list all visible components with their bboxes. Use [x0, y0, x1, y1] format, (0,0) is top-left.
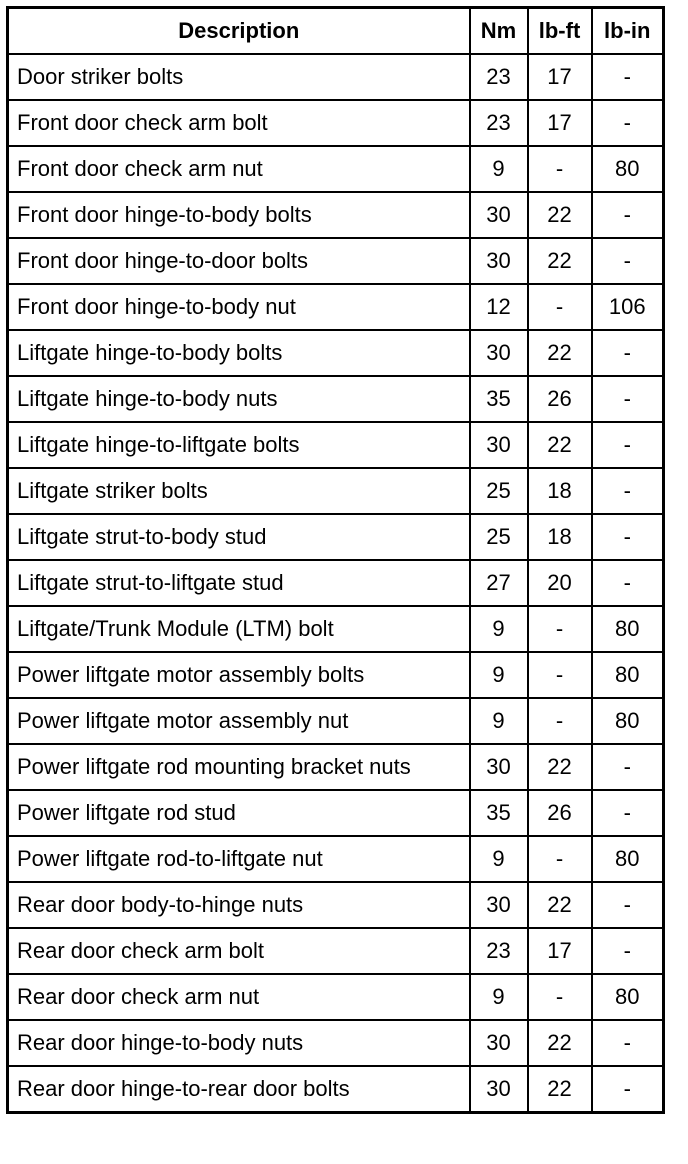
table-row: [8, 284, 664, 330]
cell-lbft: 17: [528, 54, 592, 100]
cell-lbft: -: [528, 974, 592, 1020]
cell-lbin: -: [592, 560, 664, 606]
cell-lbin: 80: [592, 652, 664, 698]
header-lbft: lb-ft: [528, 8, 592, 55]
cell-description: Liftgate strut-to-body stud: [8, 514, 470, 560]
cell-nm: 27: [470, 560, 528, 606]
cell-nm: 12: [470, 284, 528, 330]
cell-nm: 30: [470, 238, 528, 284]
cell-lbin: -: [592, 514, 664, 560]
table-row: [8, 606, 664, 652]
cell-lbin: 80: [592, 836, 664, 882]
cell-nm: 35: [470, 790, 528, 836]
table-body: [8, 54, 664, 1113]
cell-nm: 25: [470, 514, 528, 560]
cell-nm: 30: [470, 882, 528, 928]
cell-lbin: -: [592, 744, 664, 790]
cell-nm: 30: [470, 1066, 528, 1113]
cell-lbft: 22: [528, 744, 592, 790]
cell-lbft: -: [528, 606, 592, 652]
cell-lbin: -: [592, 422, 664, 468]
cell-nm: 25: [470, 468, 528, 514]
cell-nm: 23: [470, 100, 528, 146]
cell-lbft: -: [528, 146, 592, 192]
cell-lbft: 22: [528, 422, 592, 468]
cell-lbin: -: [592, 376, 664, 422]
table-row: [8, 1066, 664, 1113]
cell-description: Front door hinge-to-body bolts: [8, 192, 470, 238]
cell-lbft: 17: [528, 928, 592, 974]
cell-description: Liftgate hinge-to-body bolts: [8, 330, 470, 376]
cell-nm: 30: [470, 192, 528, 238]
table-row: [8, 652, 664, 698]
cell-nm: 9: [470, 836, 528, 882]
cell-lbin: 106: [592, 284, 664, 330]
cell-lbft: 20: [528, 560, 592, 606]
cell-lbft: 22: [528, 882, 592, 928]
table-row: [8, 100, 664, 146]
header-lbin: lb-in: [592, 8, 664, 55]
cell-description: Liftgate hinge-to-liftgate bolts: [8, 422, 470, 468]
table-row: [8, 560, 664, 606]
cell-nm: 9: [470, 146, 528, 192]
cell-lbft: 22: [528, 238, 592, 284]
cell-nm: 30: [470, 422, 528, 468]
cell-lbft: -: [528, 698, 592, 744]
cell-nm: 30: [470, 330, 528, 376]
cell-lbft: 17: [528, 100, 592, 146]
table-row: [8, 376, 664, 422]
cell-description: Power liftgate rod-to-liftgate nut: [8, 836, 470, 882]
cell-lbft: -: [528, 836, 592, 882]
cell-nm: 9: [470, 974, 528, 1020]
table-header: [8, 8, 664, 55]
header-row: [8, 8, 664, 55]
cell-description: Power liftgate motor assembly nut: [8, 698, 470, 744]
cell-lbft: -: [528, 284, 592, 330]
table-row: [8, 882, 664, 928]
cell-description: Liftgate striker bolts: [8, 468, 470, 514]
cell-description: Rear door hinge-to-body nuts: [8, 1020, 470, 1066]
cell-description: Front door check arm bolt: [8, 100, 470, 146]
table-row: [8, 698, 664, 744]
cell-lbin: 80: [592, 146, 664, 192]
header-nm: Nm: [470, 8, 528, 55]
cell-lbin: -: [592, 882, 664, 928]
cell-description: Front door check arm nut: [8, 146, 470, 192]
cell-description: Front door hinge-to-door bolts: [8, 238, 470, 284]
cell-description: Power liftgate motor assembly bolts: [8, 652, 470, 698]
cell-lbft: 18: [528, 468, 592, 514]
cell-lbin: -: [592, 1066, 664, 1113]
cell-lbin: -: [592, 330, 664, 376]
table-row: [8, 744, 664, 790]
table-row: [8, 146, 664, 192]
table-row: [8, 54, 664, 100]
cell-description: Rear door hinge-to-rear door bolts: [8, 1066, 470, 1113]
cell-description: Front door hinge-to-body nut: [8, 284, 470, 330]
cell-nm: 30: [470, 1020, 528, 1066]
cell-lbft: 22: [528, 1066, 592, 1113]
table-row: [8, 422, 664, 468]
cell-description: Door striker bolts: [8, 54, 470, 100]
cell-nm: 30: [470, 744, 528, 790]
cell-lbin: 80: [592, 606, 664, 652]
cell-description: Liftgate strut-to-liftgate stud: [8, 560, 470, 606]
header-description: Description: [8, 8, 470, 55]
cell-lbin: -: [592, 192, 664, 238]
cell-description: Power liftgate rod stud: [8, 790, 470, 836]
cell-lbin: -: [592, 1020, 664, 1066]
cell-lbin: -: [592, 238, 664, 284]
cell-lbft: 26: [528, 790, 592, 836]
cell-lbin: -: [592, 100, 664, 146]
cell-lbft: 18: [528, 514, 592, 560]
cell-lbin: -: [592, 468, 664, 514]
table-row: [8, 192, 664, 238]
table-row: [8, 330, 664, 376]
table-row: [8, 514, 664, 560]
cell-description: Rear door check arm bolt: [8, 928, 470, 974]
table-row: [8, 836, 664, 882]
cell-lbft: 22: [528, 1020, 592, 1066]
cell-description: Liftgate/Trunk Module (LTM) bolt: [8, 606, 470, 652]
cell-lbft: -: [528, 652, 592, 698]
cell-description: Power liftgate rod mounting bracket nuts: [8, 744, 470, 790]
cell-nm: 35: [470, 376, 528, 422]
cell-lbft: 26: [528, 376, 592, 422]
fastener-torque-table: [6, 6, 665, 1114]
cell-lbft: 22: [528, 192, 592, 238]
table-row: [8, 238, 664, 284]
cell-nm: 9: [470, 652, 528, 698]
cell-description: Liftgate hinge-to-body nuts: [8, 376, 470, 422]
cell-nm: 9: [470, 698, 528, 744]
table-row: [8, 790, 664, 836]
cell-lbin: 80: [592, 698, 664, 744]
cell-nm: 23: [470, 928, 528, 974]
cell-nm: 9: [470, 606, 528, 652]
table-row: [8, 928, 664, 974]
table-row: [8, 468, 664, 514]
cell-description: Rear door body-to-hinge nuts: [8, 882, 470, 928]
cell-nm: 23: [470, 54, 528, 100]
cell-lbin: -: [592, 928, 664, 974]
cell-lbft: 22: [528, 330, 592, 376]
cell-description: Rear door check arm nut: [8, 974, 470, 1020]
cell-lbin: -: [592, 54, 664, 100]
table-row: [8, 1020, 664, 1066]
cell-lbin: -: [592, 790, 664, 836]
cell-lbin: 80: [592, 974, 664, 1020]
table-row: [8, 974, 664, 1020]
